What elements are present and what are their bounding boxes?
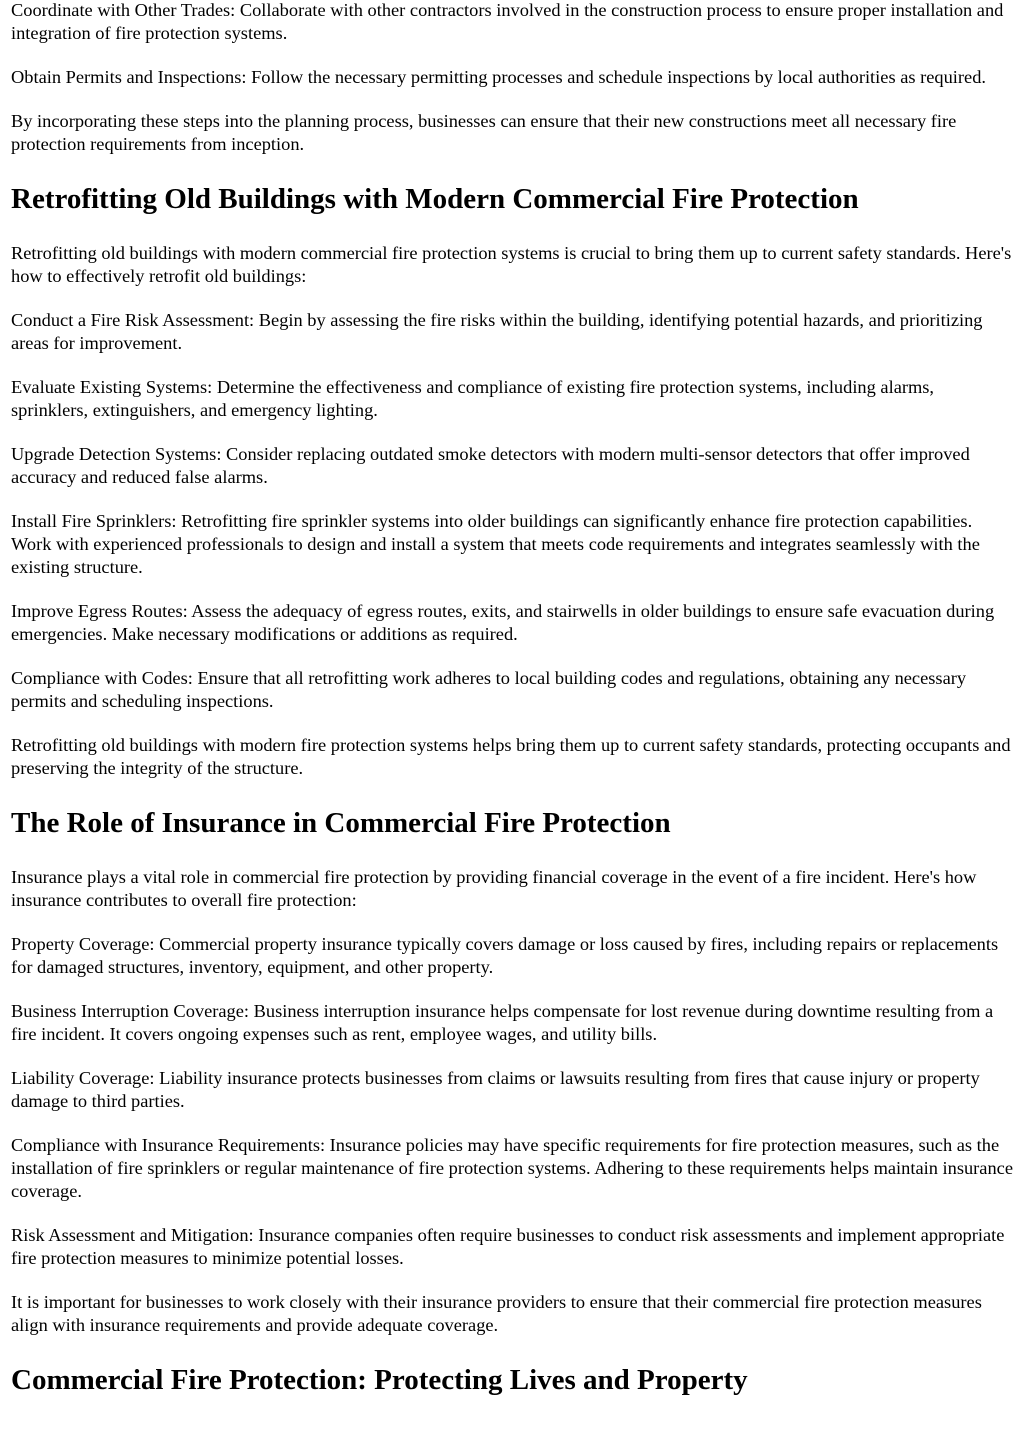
paragraph-upgrade-detection: Upgrade Detection Systems: Consider replacing outdated smoke detectors with modern multi-sensor detectors that offer improved accuracy and reduced false alarms. — [11, 444, 970, 487]
insurance-heading: The Role of Insurance in Commercial Fire Protection — [11, 807, 671, 839]
paragraph-evaluate-systems: Evaluate Existing Systems: Determine the effectiveness and compliance of existing fire protection systems, including alarms, sprinklers, extinguishers, and emergency lighting. — [11, 377, 935, 420]
paragraph-property-coverage: Property Coverage: Commercial property insurance typically covers damage or loss caused by fires, including repairs or replacements for damaged structures, inventory, equipment, and other property. — [11, 934, 999, 977]
paragraph-risk-mitigation: Risk Assessment and Mitigation: Insurance companies often require businesses to conduct risk assessments and implement appropriate fire protection measures to minimize potential losses. — [11, 1225, 1005, 1268]
protecting-section — [11, 1363, 1013, 1397]
intro-section — [11, 0, 1013, 156]
paragraph-egress-routes: Improve Egress Routes: Assess the adequacy of egress routes, exits, and stairwells in older buildings to ensure safe evacuation during emergencies. Make necessary modifications or additions as required. — [11, 601, 995, 644]
retrofit-heading: Retrofitting Old Buildings with Modern Commercial Fire Protection — [11, 183, 859, 215]
paragraph-compliance-codes: Compliance with Codes: Ensure that all retrofitting work adheres to local building codes and regulations, obtaining any necessary permits and scheduling inspections. — [11, 668, 967, 711]
paragraph-retrofit-summary: Retrofitting old buildings with modern fire protection systems helps bring them up to current safety standards, protecting occupants and preserving the integrity of the structure. — [11, 735, 1011, 778]
paragraph-liability-coverage: Liability Coverage: Liability insurance protects businesses from claims or lawsuits resulting from fires that cause injury or property damage to third parties. — [11, 1068, 980, 1111]
paragraph-insurance-summary: It is important for businesses to work closely with their insurance providers to ensure that their commercial fire protection measures align with insurance requirements and provide adequate coverage. — [11, 1292, 982, 1335]
paragraph-install-sprinklers: Install Fire Sprinklers: Retrofitting fire sprinkler systems into older buildings can significantly enhance fire protection capabilities. Work with experienced professionals to design and install a system that meets code requirements and integrates seamlessly with the existing structure. — [11, 511, 980, 577]
paragraph-coordinate-trades: Coordinate with Other Trades: Collaborate with other contractors involved in the construction process to ensure proper installation and integration of fire protection systems. — [11, 0, 1004, 43]
protecting-heading: Commercial Fire Protection: Protecting Lives and Property — [11, 1364, 748, 1396]
paragraph-business-interruption: Business Interruption Coverage: Business interruption insurance helps compensate for lost revenue during downtime resulting from a fire incident. It covers ongoing expenses such as rent, employee wages, and utility bills. — [11, 1001, 994, 1044]
retrofit-section — [11, 182, 1013, 780]
insurance-section — [11, 806, 1013, 1337]
paragraph-insurance-intro: Insurance plays a vital role in commercial fire protection by providing financial coverage in the event of a fire incident. Here's how insurance contributes to overall fire protection: — [11, 867, 977, 910]
paragraph-insurance-requirements: Compliance with Insurance Requirements: Insurance policies may have specific requirements for fire protection measures, such as the installation of fire sprinklers or regular maintenance of fire protection systems. Adhering to these requirements helps maintain insurance coverage. — [11, 1135, 1013, 1201]
paragraph-permits-inspections: Obtain Permits and Inspections: Follow the necessary permitting processes and schedule inspections by local authorities as required. — [11, 67, 986, 87]
paragraph-retrofit-intro: Retrofitting old buildings with modern commercial fire protection systems is crucial to bring them up to current safety standards. Here's how to effectively retrofit old buildings: — [11, 243, 1012, 286]
paragraph-planning-summary: By incorporating these steps into the planning process, businesses can ensure that their new constructions meet all necessary fire protection requirements from inception. — [11, 111, 957, 154]
paragraph-risk-assessment: Conduct a Fire Risk Assessment: Begin by assessing the fire risks within the building, identifying potential hazards, and prioritizing areas for improvement. — [11, 310, 983, 353]
